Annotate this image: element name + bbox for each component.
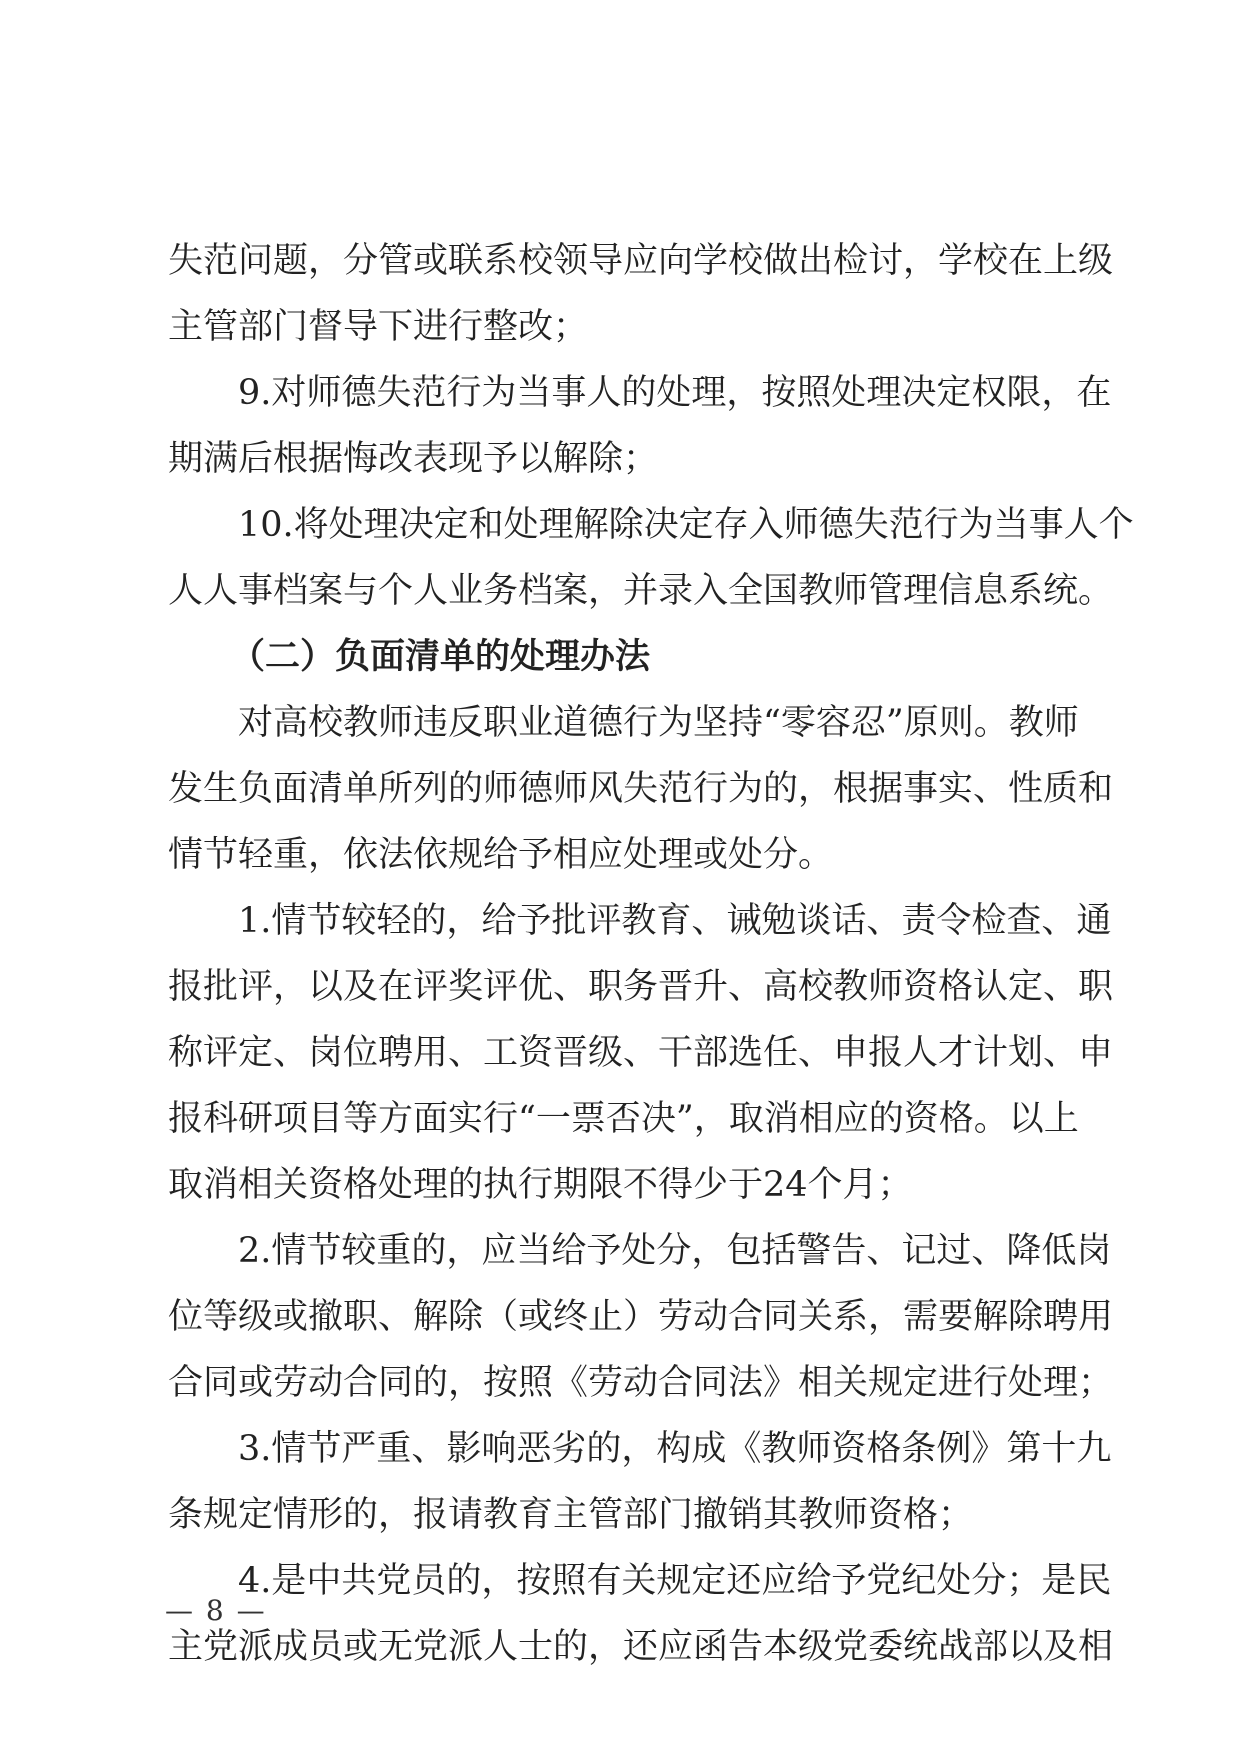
text-line: 3.情节严重、影响恶劣的，构成《教师资格条例》第十九 — [238, 1429, 1112, 1469]
list-item-1 — [168, 888, 1114, 1218]
text-line: 合同或劳动合同的，按照《劳动合同法》相关规定进行处理； — [168, 1363, 1114, 1403]
paragraph-continuation — [168, 228, 1114, 360]
text-line: 对高校教师违反职业道德行为坚持“零容忍”原则。教师 — [238, 703, 1079, 743]
paragraph-intro — [168, 690, 1114, 888]
text-line: 报科研项目等方面实行“一票否决”，取消相应的资格。以上 — [168, 1099, 1079, 1139]
list-item-10 — [168, 492, 1134, 624]
text-line: 称评定、岗位聘用、工资晋级、干部选任、申报人才计划、申 — [168, 1033, 1114, 1073]
list-item-4 — [168, 1548, 1114, 1680]
section-heading — [168, 624, 1078, 690]
text-line: 10.将处理决定和处理解除决定存入师德失范行为当事人个 — [238, 505, 1134, 545]
document-body — [168, 228, 1134, 1680]
text-line: 9.对师德失范行为当事人的处理，按照处理决定权限，在 — [238, 373, 1112, 413]
text-line: 4.是中共党员的，按照有关规定还应给予党纪处分；是民 — [238, 1561, 1112, 1601]
list-item-3 — [168, 1416, 1112, 1548]
page-number: — 8 — — [165, 1594, 267, 1627]
section-heading-text: （二）负面清单的处理办法 — [230, 637, 651, 677]
list-item-9 — [168, 360, 1112, 492]
text-line: 失范问题，分管或联系校领导应向学校做出检讨，学校在上级 — [168, 241, 1114, 281]
text-line: 发生负面清单所列的师德师风失范行为的，根据事实、性质和 — [168, 769, 1114, 809]
text-line: 位等级或撤职、解除（或终止）劳动合同关系，需要解除聘用 — [168, 1297, 1114, 1337]
text-line: 情节轻重，依法依规给予相应处理或处分。 — [168, 835, 834, 875]
text-line: 2.情节较重的，应当给予处分，包括警告、记过、降低岗 — [238, 1231, 1112, 1271]
text-line: 取消相关资格处理的执行期限不得少于24个月； — [168, 1165, 913, 1205]
text-line: 期满后根据悔改表现予以解除； — [168, 439, 659, 479]
text-line: 1.情节较轻的，给予批评教育、诫勉谈话、责令检查、通 — [238, 901, 1112, 941]
list-item-2 — [168, 1218, 1114, 1416]
text-line: 人人事档案与个人业务档案，并录入全国教师管理信息系统。 — [168, 571, 1114, 611]
text-line: 主党派成员或无党派人士的，还应函告本级党委统战部以及相 — [168, 1627, 1114, 1667]
text-line: 主管部门督导下进行整改； — [168, 307, 589, 347]
text-line: 报批评，以及在评奖评优、职务晋升、高校教师资格认定、职 — [168, 967, 1114, 1007]
text-line: 条规定情形的，报请教育主管部门撤销其教师资格； — [168, 1495, 974, 1535]
